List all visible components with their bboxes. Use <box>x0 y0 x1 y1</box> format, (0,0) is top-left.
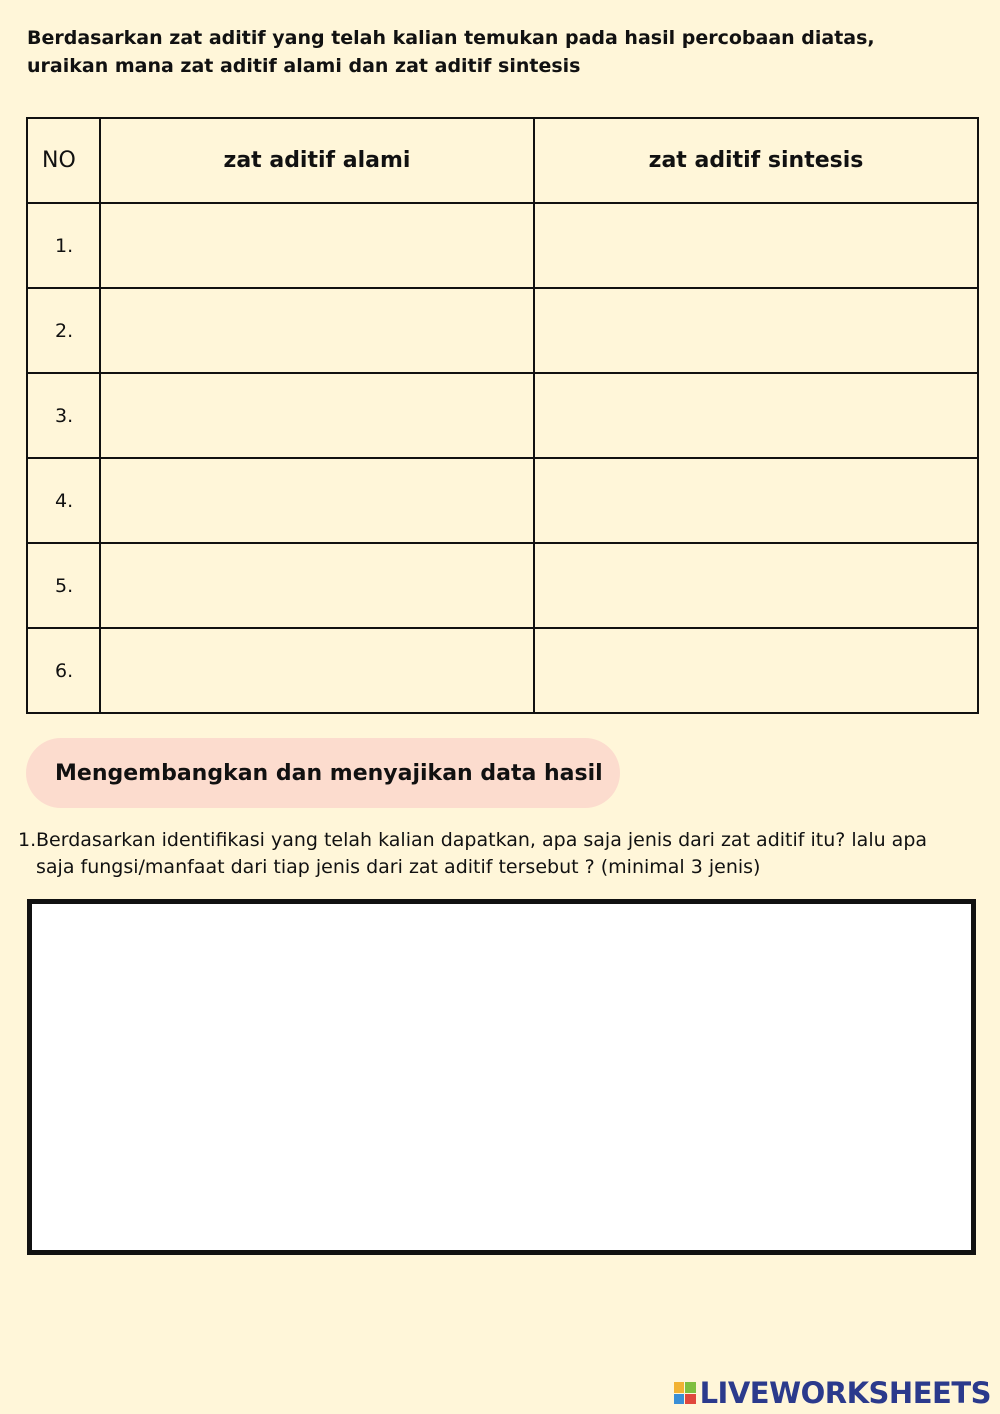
sintesis-answer-cell[interactable] <box>534 458 978 543</box>
row-number: 6. <box>27 628 100 713</box>
alami-answer-cell[interactable] <box>100 203 534 288</box>
additive-table <box>26 117 979 714</box>
table-row <box>27 628 978 713</box>
logo-square-br <box>685 1394 696 1405</box>
header-zat-aditif-alami: zat aditif alami <box>100 118 534 203</box>
intro-line-2: uraikan mana zat aditif alami dan zat aditif sintesis <box>27 55 581 77</box>
alami-answer-cell[interactable] <box>100 288 534 373</box>
alami-answer-cell[interactable] <box>100 628 534 713</box>
sintesis-answer-cell[interactable] <box>534 288 978 373</box>
table-row <box>27 543 978 628</box>
alami-answer-cell[interactable] <box>100 543 534 628</box>
row-number: 2. <box>27 288 100 373</box>
brand-name: LIVEWORKSHEETS <box>699 1376 991 1410</box>
sintesis-answer-cell[interactable] <box>534 628 978 713</box>
sintesis-answer-cell[interactable] <box>534 203 978 288</box>
table-row <box>27 288 978 373</box>
alami-answer-cell[interactable] <box>100 373 534 458</box>
table-row <box>27 373 978 458</box>
logo-square-bl <box>674 1394 685 1405</box>
liveworksheets-logo-icon <box>674 1382 696 1404</box>
row-number: 1. <box>27 203 100 288</box>
row-number: 5. <box>27 543 100 628</box>
question-1 <box>18 827 963 881</box>
intro-line-1: Berdasarkan zat aditif yang telah kalian temukan pada hasil percobaan diatas, <box>27 27 875 49</box>
intro-instruction <box>27 24 927 80</box>
section-heading-pill <box>26 738 620 808</box>
row-number: 3. <box>27 373 100 458</box>
sintesis-answer-cell[interactable] <box>534 373 978 458</box>
header-no: NO <box>27 118 100 203</box>
table-row <box>27 458 978 543</box>
sintesis-answer-cell[interactable] <box>534 543 978 628</box>
logo-square-tl <box>674 1382 685 1393</box>
alami-answer-cell[interactable] <box>100 458 534 543</box>
table-row <box>27 203 978 288</box>
question-text: Berdasarkan identifikasi yang telah kalian dapatkan, apa saja jenis dari zat aditif itu? lalu apa saja fungsi/manfaat dari tiap jenis dari zat aditif tersebut ? (minimal 3 jenis) <box>36 829 928 878</box>
logo-square-tr <box>685 1382 696 1393</box>
row-number: 4. <box>27 458 100 543</box>
question-number: 1. <box>18 829 37 851</box>
section-heading: Mengembangkan dan menyajikan data hasil <box>55 760 603 786</box>
liveworksheets-brand <box>674 1376 991 1410</box>
header-zat-aditif-sintesis: zat aditif sintesis <box>534 118 978 203</box>
answer-textbox[interactable] <box>27 899 976 1255</box>
table-header-row <box>27 118 978 203</box>
